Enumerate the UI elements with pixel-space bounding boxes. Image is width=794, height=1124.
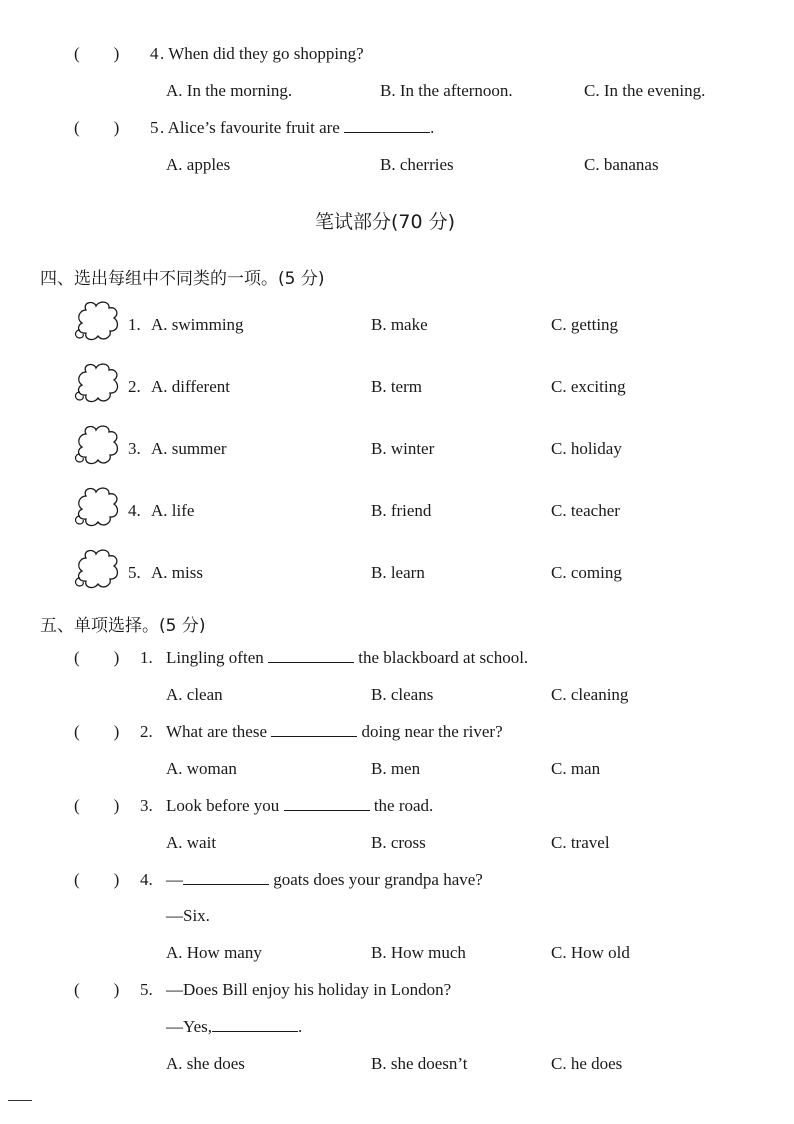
option-a: A. In the morning. [166, 81, 293, 100]
option-a: A. summer [151, 439, 227, 458]
question-end: goats does your grandpa have? [273, 870, 483, 889]
option-a: A. clean [166, 685, 223, 704]
option-c: C. bananas [584, 155, 659, 174]
option-a: A. she does [166, 1054, 245, 1073]
question-end: the blackboard at school. [358, 648, 529, 667]
option-b: B. How much [371, 943, 466, 962]
item-number: 5. [128, 563, 141, 582]
option-a: A. life [151, 501, 195, 520]
reply-text: —Six. [166, 906, 210, 925]
question-body: When did they go shopping? [168, 44, 364, 63]
option-c: C. coming [551, 563, 622, 582]
answer-cloud-icon[interactable] [72, 362, 124, 408]
option-c: C. cleaning [551, 685, 629, 704]
question-text [166, 722, 503, 742]
question-text [166, 796, 433, 816]
option-b: B. cherries [380, 155, 454, 174]
question-text: —Does Bill enjoy his holiday in London? [166, 980, 452, 999]
answer-paren-s5-3[interactable]: ( ) [74, 796, 120, 815]
question-number: 5 [150, 118, 159, 137]
answer-cloud-icon[interactable] [72, 486, 124, 532]
answer-paren-s5-4[interactable]: ( ) [74, 870, 120, 889]
question-body: Lingling often [166, 648, 264, 667]
dialogue-dash: — [166, 870, 183, 889]
item-number: 4. [128, 501, 141, 520]
option-b: B. learn [371, 563, 425, 582]
reply-end: . [298, 1017, 303, 1036]
question-text [166, 870, 483, 890]
section5-title: 五、单项选择。(5 分) [40, 616, 206, 636]
question-body: Alice’s favourite fruit are [167, 118, 340, 137]
answer-blank[interactable] [212, 1017, 298, 1032]
reply-text [166, 1017, 302, 1037]
answer-blank[interactable] [271, 722, 357, 737]
option-c: C. teacher [551, 501, 620, 520]
question-body: What are these [166, 722, 267, 741]
option-b: B. make [371, 315, 428, 334]
option-c: C. In the evening. [584, 81, 706, 100]
answer-blank[interactable] [344, 118, 430, 133]
question-body: Look before you [166, 796, 280, 815]
question-end: doing near the river? [361, 722, 503, 741]
question-number: 1. [140, 648, 153, 667]
option-a: A. wait [166, 833, 217, 852]
option-b: B. friend [371, 501, 432, 520]
answer-paren-s5-2[interactable]: ( ) [74, 722, 120, 741]
option-c: C. getting [551, 315, 619, 334]
page-footer-mark [8, 1100, 32, 1101]
option-b: B. term [371, 377, 422, 396]
option-b: B. cross [371, 833, 426, 852]
question-end: the road. [373, 796, 434, 815]
option-b: B. men [371, 759, 421, 778]
reply-body: —Yes, [166, 1017, 212, 1036]
option-b: B. cleans [371, 685, 434, 704]
option-c: C. he does [551, 1054, 623, 1073]
question-text: . When did they go shopping? [160, 44, 364, 63]
question-number: 4. [140, 870, 153, 889]
option-a: A. woman [166, 759, 237, 778]
answer-cloud-icon[interactable] [72, 424, 124, 470]
option-b: B. she doesn’t [371, 1054, 468, 1073]
question-text [166, 648, 528, 668]
option-c: C. exciting [551, 377, 626, 396]
question-number: 2. [140, 722, 153, 741]
answer-cloud-icon[interactable] [72, 300, 124, 346]
question-text: . Alice’s favourite fruit are . [160, 118, 435, 137]
option-a: A. different [151, 377, 230, 396]
option-c: C. holiday [551, 439, 622, 458]
option-c: C. travel [551, 833, 610, 852]
answer-blank[interactable] [183, 870, 269, 885]
option-a: A. swimming [151, 315, 244, 334]
answer-paren-s5-1[interactable]: ( ) [74, 648, 120, 667]
answer-paren-s5-5[interactable]: ( ) [74, 980, 120, 999]
option-c: C. man [551, 759, 601, 778]
question-number: 3. [140, 796, 153, 815]
option-a: A. miss [151, 563, 203, 582]
option-b: B. winter [371, 439, 435, 458]
option-a: A. How many [166, 943, 262, 962]
option-a: A. apples [166, 155, 231, 174]
option-b: B. In the afternoon. [380, 81, 513, 100]
answer-paren-l4[interactable]: ( ) [74, 44, 120, 63]
item-number: 1. [128, 315, 141, 334]
written-part-title: 笔试部分(70 分) [315, 211, 456, 233]
answer-blank[interactable] [284, 796, 370, 811]
section4-title: 四、选出每组中不同类的一项。(5 分) [40, 269, 325, 289]
answer-cloud-icon[interactable] [72, 548, 124, 594]
item-number: 2. [128, 377, 141, 396]
answer-blank[interactable] [268, 648, 354, 663]
answer-paren-l5[interactable]: ( ) [74, 118, 120, 137]
question-end: . [430, 118, 435, 137]
item-number: 3. [128, 439, 141, 458]
option-c: C. How old [551, 943, 630, 962]
question-number: 5. [140, 980, 153, 999]
question-number: 4 [150, 44, 159, 63]
